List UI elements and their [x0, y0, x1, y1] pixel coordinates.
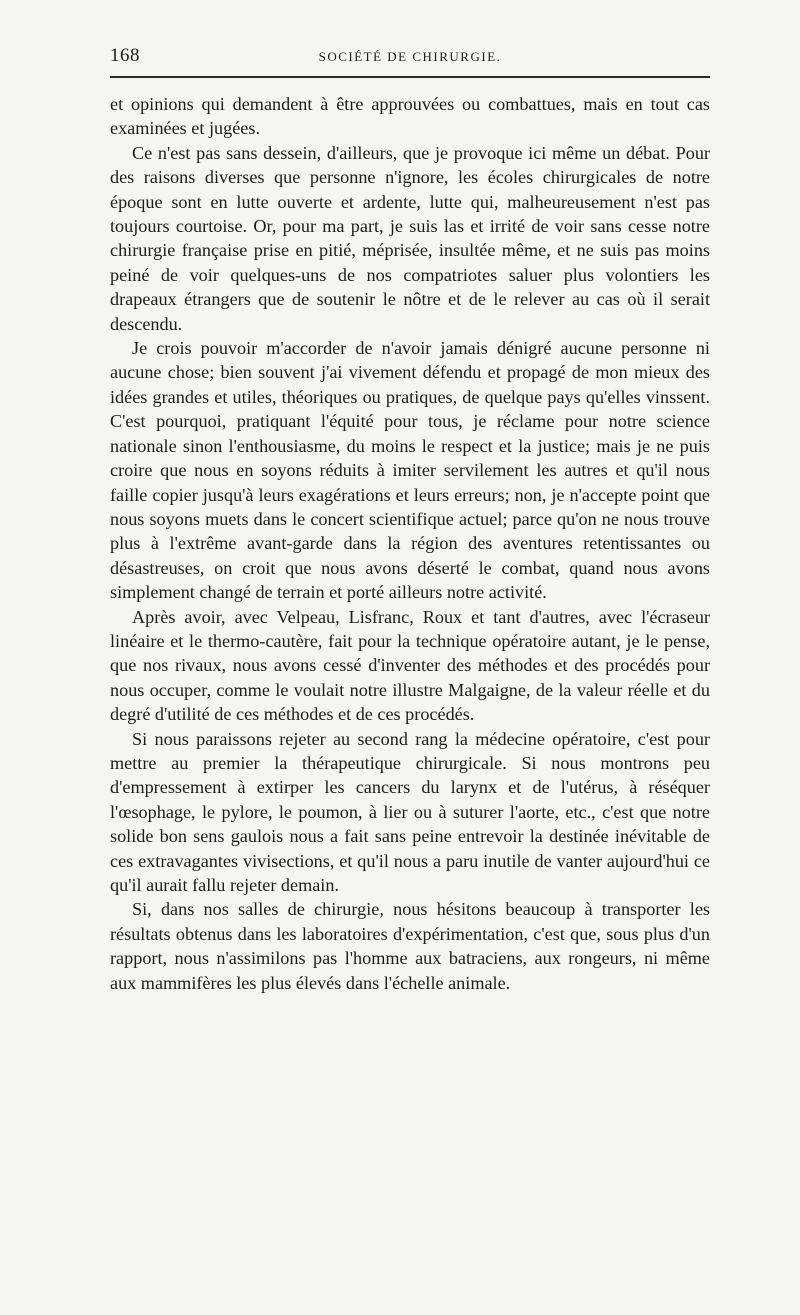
page-header [110, 42, 710, 76]
running-head: SOCIÉTÉ DE CHIRURGIE. [318, 49, 502, 64]
paragraph: Si nous paraissons rejeter au second rang la médecine opératoire, c'est pour mettre au premier la thérapeutique chirurgicale. Si nous montrons peu d'empressement à extirper les cancers du larynx et de l'utérus, à réséquer l'œsophage, le pylore, le poumon, à lier ou à suturer l'aorte, etc., c'est que notre solide bon sens gaulois nous a fait sans peine entrevoir la destinée inévitable de ces extravagantes vivisections, et qu'il nous a paru inutile de vanter aujourd'hui ce qu'il aurait fallu rejeter demain. [110, 728, 710, 895]
paragraph: Si, dans nos salles de chirurgie, nous hésitons beaucoup à transporter les résultats obtenus dans les laboratoires d'expérimentation, c'est que, sous plus d'un rapport, nous n'assimilons pas l'homme aux batraciens, aux rongeurs, ni même aux mammifères les plus élevés dans l'échelle animale. [110, 899, 710, 993]
paragraph: Après avoir, avec Velpeau, Lisfranc, Roux et tant d'autres, avec l'écraseur linéaire et le thermo-cautère, fait pour la technique opératoire autant, je le pense, que nos rivaux, nous avons cessé d'inventer des méthodes et des procédés pour nous occuper, comme le voulait notre illustre Malgaigne, de la valeur réelle et du degré d'utilité de ces méthodes et de ces procédés. [110, 606, 710, 725]
header-rule [110, 76, 710, 78]
paragraph: et opinions qui demandent à être approuvées ou combattues, mais en tout cas examinées et jugées. [110, 94, 710, 139]
paragraph: Je crois pouvoir m'accorder de n'avoir jamais dénigré aucune personne ni aucune chose; bien souvent j'ai vivement défendu et propagé de mon mieux des idées grandes et utiles, théoriques ou pratiques, de quelque pays qu'elles vinssent. C'est pourquoi, pratiquant l'équité pour tous, je réclame pour notre science nationale sinon l'enthousiasme, du moins le respect et la justice; mais je ne puis croire que nous en soyons réduits à imiter servilement les autres et qu'il nous faille copier jusqu'à leurs exagérations et leurs erreurs; non, je n'accepte point que nous soyons muets dans le concert scientifique actuel; parce qu'on ne nous trouve plus à l'extrême avant-garde dans la région des aventures retentissantes ou désastreuses, on croit que nous avons déserté le combat, quand nous avons simplement changé de terrain et porté ailleurs notre activité. [110, 338, 710, 603]
body-text [110, 92, 710, 995]
page-number: 168 [110, 45, 140, 66]
paragraph: Ce n'est pas sans dessein, d'ailleurs, que je provoque ici même un débat. Pour des raisons diverses que personne n'ignore, les écoles chirurgicales de notre époque sont en lutte ouverte et ardente, lutte qui, malheureusement n'est pas toujours courtoise. Or, pour ma part, je suis las et irrité de voir sans cesse notre chirurgie française prise en pitié, méprisée, insultée même, et ne suis pas moins peiné de voir quelques-uns de nos compatriotes saluer plus volontiers les drapeaux étrangers que de soutenir le nôtre et de le relever au cas où il serait descendu. [110, 142, 710, 334]
